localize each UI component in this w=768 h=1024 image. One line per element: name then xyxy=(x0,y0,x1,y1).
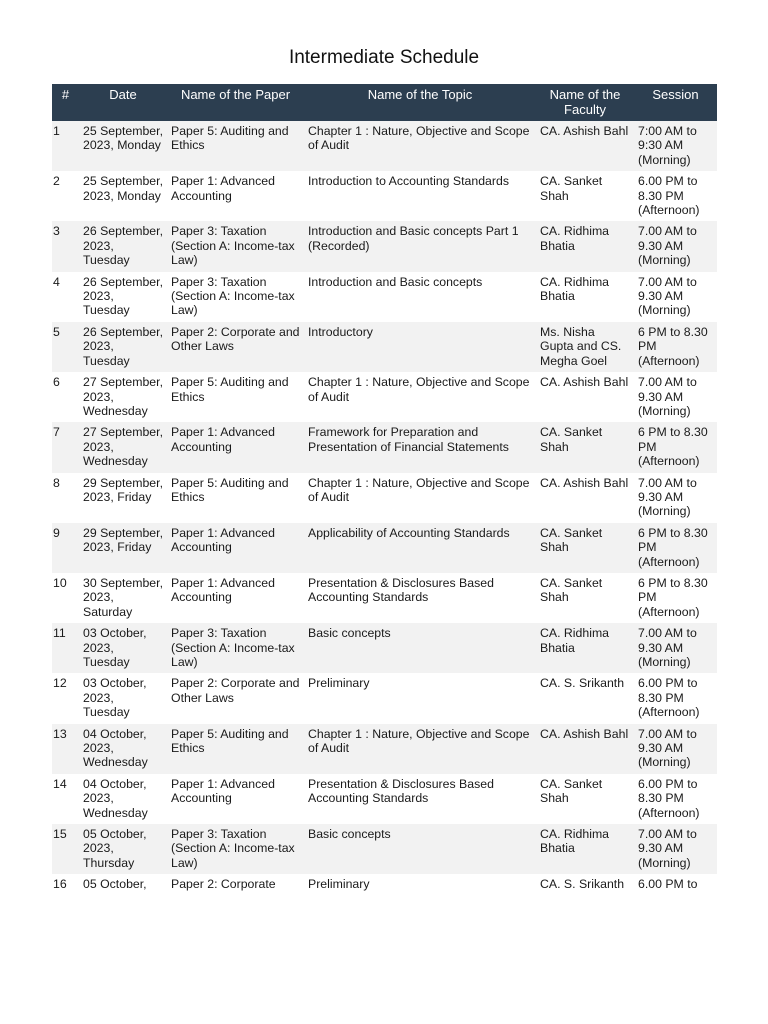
table-row xyxy=(52,171,717,221)
cell-session: 7.00 AM to 9.30 AM (Morning) xyxy=(634,473,717,523)
column-header-date: Date xyxy=(79,84,167,121)
cell-date: 04 October, 2023, Wednesday xyxy=(79,774,167,824)
cell-topic: Chapter 1 : Nature, Objective and Scope of Audit xyxy=(304,473,536,523)
column-header-faculty: Name of the Faculty xyxy=(536,84,634,121)
cell-topic: Introduction and Basic concepts xyxy=(304,272,536,322)
cell-date: 25 September, 2023, Monday xyxy=(79,121,167,171)
table-row xyxy=(52,724,717,774)
cell-number: 1 xyxy=(52,121,79,171)
cell-number: 4 xyxy=(52,272,79,322)
cell-faculty: CA. Sanket Shah xyxy=(536,171,634,221)
cell-faculty: CA. Ridhima Bhatia xyxy=(536,272,634,322)
table-body xyxy=(52,121,717,896)
table-row xyxy=(52,422,717,472)
cell-topic: Presentation & Disclosures Based Accounting Standards xyxy=(304,774,536,824)
cell-faculty: CA. Ashish Bahl xyxy=(536,473,634,523)
cell-session: 6 PM to 8.30 PM (Afternoon) xyxy=(634,422,717,472)
cell-faculty: CA. Sanket Shah xyxy=(536,573,634,623)
cell-date: 27 September, 2023, Wednesday xyxy=(79,372,167,422)
cell-paper: Paper 5: Auditing and Ethics xyxy=(167,372,304,422)
cell-number: 11 xyxy=(52,623,79,673)
cell-number: 3 xyxy=(52,221,79,271)
cell-paper: Paper 5: Auditing and Ethics xyxy=(167,724,304,774)
cell-session: 6 PM to 8.30 PM (Afternoon) xyxy=(634,523,717,573)
column-header-paper: Name of the Paper xyxy=(167,84,304,121)
cell-faculty: CA. Ridhima Bhatia xyxy=(536,221,634,271)
cell-number: 16 xyxy=(52,874,79,895)
cell-topic: Applicability of Accounting Standards xyxy=(304,523,536,573)
cell-number: 14 xyxy=(52,774,79,824)
cell-session: 6.00 PM to xyxy=(634,874,717,895)
table-row xyxy=(52,272,717,322)
cell-paper: Paper 5: Auditing and Ethics xyxy=(167,121,304,171)
cell-session: 6 PM to 8.30 PM (Afternoon) xyxy=(634,573,717,623)
cell-topic: Preliminary xyxy=(304,874,536,895)
cell-date: 05 October, 2023, Thursday xyxy=(79,824,167,874)
cell-number: 6 xyxy=(52,372,79,422)
cell-number: 15 xyxy=(52,824,79,874)
cell-faculty: CA. Ashish Bahl xyxy=(536,121,634,171)
header-row xyxy=(52,84,717,121)
cell-number: 8 xyxy=(52,473,79,523)
table-row xyxy=(52,573,717,623)
cell-paper: Paper 3: Taxation (Section A: Income-tax Law) xyxy=(167,221,304,271)
cell-number: 13 xyxy=(52,724,79,774)
cell-date: 29 September, 2023, Friday xyxy=(79,523,167,573)
cell-faculty: CA. Sanket Shah xyxy=(536,774,634,824)
cell-date: 05 October, xyxy=(79,874,167,895)
table-row xyxy=(52,824,717,874)
table-row xyxy=(52,221,717,271)
cell-topic: Chapter 1 : Nature, Objective and Scope of Audit xyxy=(304,121,536,171)
table-row xyxy=(52,774,717,824)
cell-date: 26 September, 2023, Tuesday xyxy=(79,221,167,271)
cell-topic: Presentation & Disclosures Based Accounting Standards xyxy=(304,573,536,623)
cell-topic: Basic concepts xyxy=(304,623,536,673)
table-row xyxy=(52,523,717,573)
cell-session: 7.00 AM to 9.30 AM (Morning) xyxy=(634,724,717,774)
cell-session: 6.00 PM to 8.30 PM (Afternoon) xyxy=(634,171,717,221)
cell-paper: Paper 3: Taxation (Section A: Income-tax Law) xyxy=(167,272,304,322)
cell-faculty: CA. Ridhima Bhatia xyxy=(536,824,634,874)
cell-session: 7.00 AM to 9.30 AM (Morning) xyxy=(634,372,717,422)
cell-session: 7.00 AM to 9.30 AM (Morning) xyxy=(634,221,717,271)
cell-session: 6.00 PM to 8.30 PM (Afternoon) xyxy=(634,774,717,824)
table-row xyxy=(52,121,717,171)
cell-date: 26 September, 2023, Tuesday xyxy=(79,322,167,372)
cell-faculty: CA. S. Srikanth xyxy=(536,874,634,895)
cell-paper: Paper 1: Advanced Accounting xyxy=(167,523,304,573)
cell-topic: Preliminary xyxy=(304,673,536,723)
cell-session: 6 PM to 8.30 PM (Afternoon) xyxy=(634,322,717,372)
cell-session: 7.00 AM to 9.30 AM (Morning) xyxy=(634,272,717,322)
cell-topic: Basic concepts xyxy=(304,824,536,874)
cell-faculty: CA. Sanket Shah xyxy=(536,523,634,573)
cell-paper: Paper 2: Corporate xyxy=(167,874,304,895)
cell-faculty: Ms. Nisha Gupta and CS. Megha Goel xyxy=(536,322,634,372)
cell-number: 12 xyxy=(52,673,79,723)
cell-faculty: CA. Ashish Bahl xyxy=(536,372,634,422)
cell-paper: Paper 1: Advanced Accounting xyxy=(167,171,304,221)
column-header-number: # xyxy=(52,84,79,121)
cell-date: 25 September, 2023, Monday xyxy=(79,171,167,221)
cell-session: 6.00 PM to 8.30 PM (Afternoon) xyxy=(634,673,717,723)
cell-date: 26 September, 2023, Tuesday xyxy=(79,272,167,322)
cell-topic: Chapter 1 : Nature, Objective and Scope of Audit xyxy=(304,724,536,774)
cell-date: 04 October, 2023, Wednesday xyxy=(79,724,167,774)
cell-number: 7 xyxy=(52,422,79,472)
cell-paper: Paper 3: Taxation (Section A: Income-tax Law) xyxy=(167,623,304,673)
cell-paper: Paper 5: Auditing and Ethics xyxy=(167,473,304,523)
cell-number: 2 xyxy=(52,171,79,221)
table-row xyxy=(52,874,717,895)
table-row xyxy=(52,623,717,673)
schedule-table xyxy=(52,84,717,896)
page-title: Intermediate Schedule xyxy=(288,47,480,68)
cell-session: 7:00 AM to 9:30 AM (Morning) xyxy=(634,121,717,171)
cell-faculty: CA. S. Srikanth xyxy=(536,673,634,723)
cell-session: 7.00 AM to 9.30 AM (Morning) xyxy=(634,623,717,673)
column-header-session: Session xyxy=(634,84,717,121)
cell-date: 30 September, 2023, Saturday xyxy=(79,573,167,623)
cell-paper: Paper 1: Advanced Accounting xyxy=(167,573,304,623)
table-header xyxy=(52,84,717,121)
cell-topic: Chapter 1 : Nature, Objective and Scope of Audit xyxy=(304,372,536,422)
cell-topic: Introductory xyxy=(304,322,536,372)
cell-topic: Introduction to Accounting Standards xyxy=(304,171,536,221)
schedule-table-container xyxy=(52,84,717,970)
cell-paper: Paper 2: Corporate and Other Laws xyxy=(167,673,304,723)
cell-topic: Framework for Preparation and Presentation of Financial Statements xyxy=(304,422,536,472)
cell-paper: Paper 1: Advanced Accounting xyxy=(167,774,304,824)
table-row xyxy=(52,372,717,422)
column-header-topic: Name of the Topic xyxy=(304,84,536,121)
cell-date: 29 September, 2023, Friday xyxy=(79,473,167,523)
cell-paper: Paper 2: Corporate and Other Laws xyxy=(167,322,304,372)
cell-session: 7.00 AM to 9.30 AM (Morning) xyxy=(634,824,717,874)
cell-faculty: CA. Ashish Bahl xyxy=(536,724,634,774)
cell-paper: Paper 1: Advanced Accounting xyxy=(167,422,304,472)
cell-topic: Introduction and Basic concepts Part 1 (Recorded) xyxy=(304,221,536,271)
cell-date: 03 October, 2023, Tuesday xyxy=(79,673,167,723)
table-row xyxy=(52,322,717,372)
cell-paper: Paper 3: Taxation (Section A: Income-tax Law) xyxy=(167,824,304,874)
cell-faculty: CA. Ridhima Bhatia xyxy=(536,623,634,673)
table-row xyxy=(52,473,717,523)
cell-date: 03 October, 2023, Tuesday xyxy=(79,623,167,673)
table-row xyxy=(52,673,717,723)
cell-number: 5 xyxy=(52,322,79,372)
cell-faculty: CA. Sanket Shah xyxy=(536,422,634,472)
cell-number: 10 xyxy=(52,573,79,623)
cell-date: 27 September, 2023, Wednesday xyxy=(79,422,167,472)
cell-number: 9 xyxy=(52,523,79,573)
